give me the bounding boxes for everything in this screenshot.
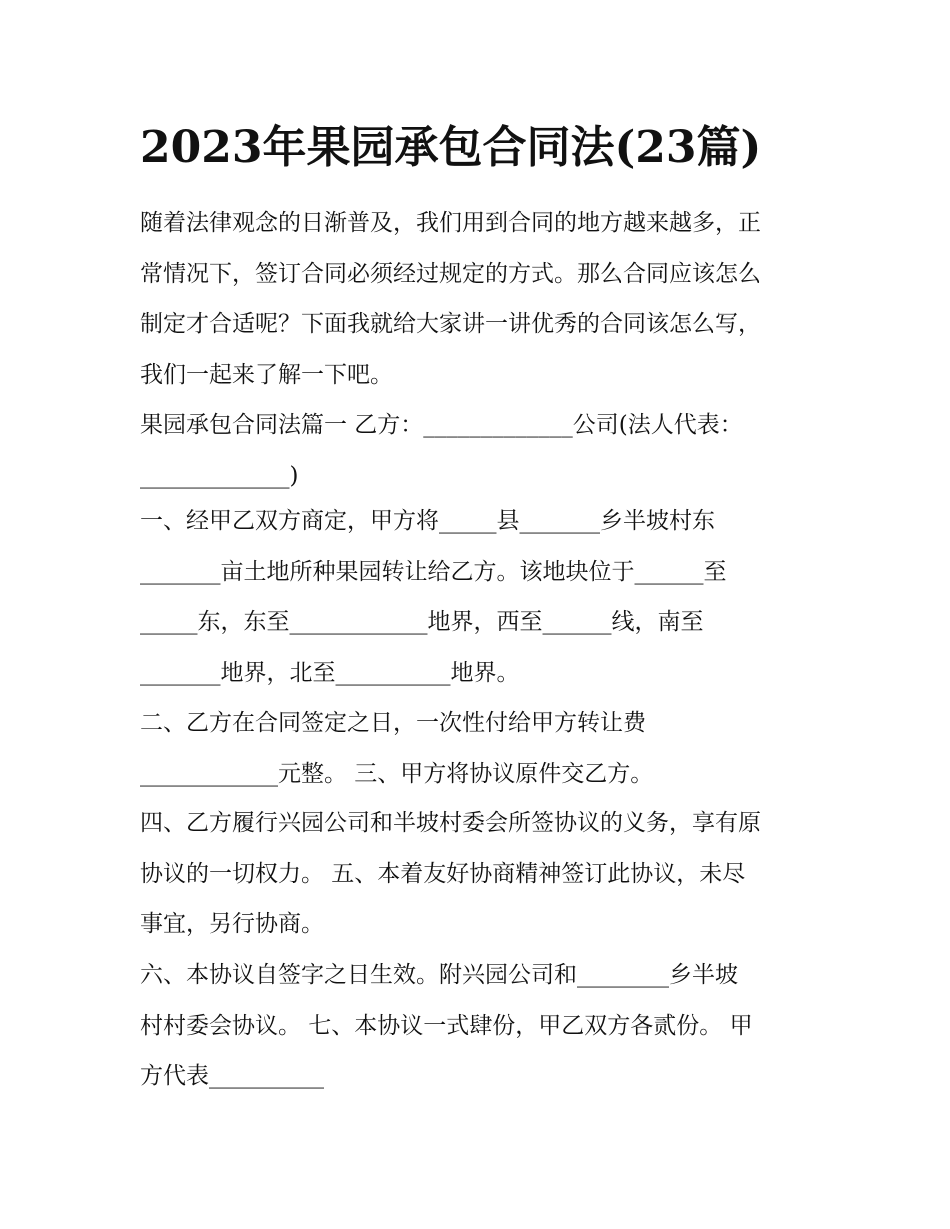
clause-one-line: _____东，东至____________地界，西至______线，南至 (140, 609, 704, 635)
clause-two-line: ____________元整。 三、甲方将协议原件交乙方。 (140, 760, 654, 787)
clause-six-line: 六、本协议自签字之日生效。附兴园公司和________乡半坡 (140, 962, 738, 988)
document-title: 2023年果园承包合同法(23篇) (140, 122, 762, 173)
section-one-heading-paragraph (140, 400, 812, 501)
clause-four-line: 协议的一切权力。 五、本着友好协商精神签订此协议，未尽 (140, 860, 746, 887)
section-one-line: 果园承包合同法篇一 乙方：_____________公司(法人代表： (140, 412, 743, 438)
clause-four-paragraph (140, 798, 812, 950)
clause-one-line: 一、经甲乙双方商定，甲方将_____县_______乡半坡村东 (140, 508, 715, 534)
clause-one-paragraph (140, 496, 812, 698)
intro-line: 随着法律观念的日渐普及，我们用到合同的地方越来越多，正 (140, 210, 761, 236)
intro-paragraph (140, 198, 812, 400)
clause-six-paragraph (140, 950, 812, 1102)
clause-four-line: 四、乙方履行兴园公司和半坡村委会所签协议的义务，享有原 (140, 810, 761, 836)
clause-six-line: 方代表__________ (140, 1063, 324, 1089)
clause-one-line: _______亩土地所种果园转让给乙方。该地块位于______至 (140, 558, 727, 585)
clause-two-paragraph (140, 698, 812, 799)
intro-line: 常情况下，签订合同必须经过规定的方式。那么合同应该怎么 (140, 260, 761, 287)
section-one-line: _____________) (140, 462, 299, 489)
clause-one-line: _______地界，北至__________地界。 (140, 659, 520, 686)
clause-two-line: 二、乙方在合同签定之日，一次性付给甲方转让费 (140, 710, 646, 736)
clause-four-line: 事宜，另行协商。 (140, 911, 324, 937)
clause-six-line: 村村委会协议。 七、本协议一式肆份，甲乙双方各贰份。 甲 (140, 1012, 753, 1039)
intro-line: 制定才合适呢？下面我就给大家讲一讲优秀的合同该怎么写， (140, 311, 761, 337)
intro-line: 我们一起来了解一下吧。 (140, 361, 393, 388)
